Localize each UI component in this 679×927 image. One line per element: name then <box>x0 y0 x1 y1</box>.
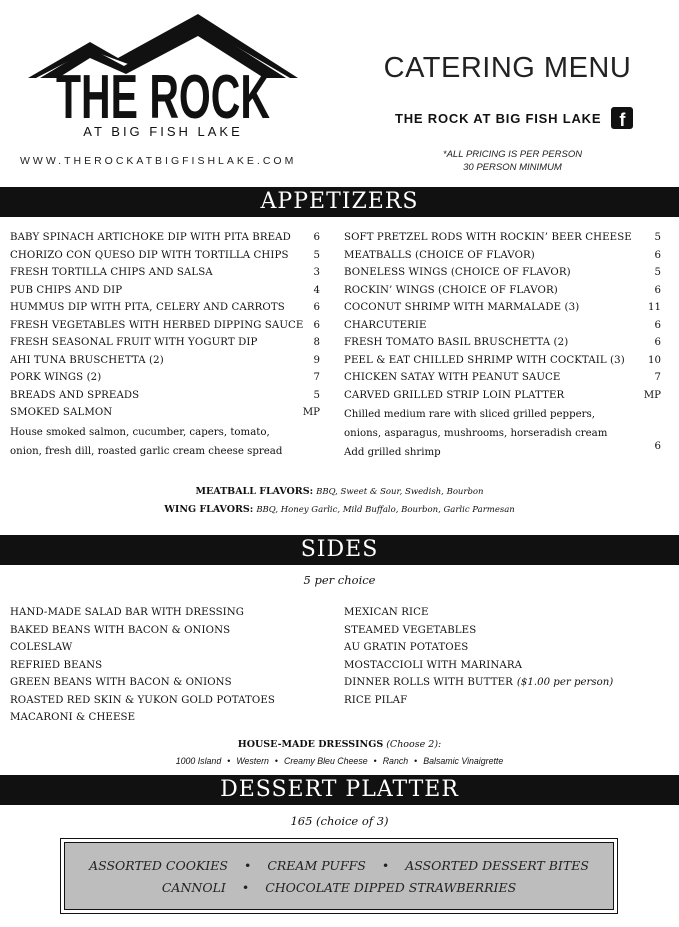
menu-item-row <box>344 229 661 247</box>
item-name: CHARCUTERIE <box>344 319 427 331</box>
menu-item-row <box>344 317 661 335</box>
item-name: RICE PILAF <box>344 694 408 706</box>
item-name: PUB CHIPS AND DIP <box>10 284 123 296</box>
item-name: GREEN BEANS WITH BACON & ONIONS <box>10 677 232 688</box>
item-price: 4 <box>313 284 320 296</box>
facebook-icon[interactable]: f <box>611 107 633 129</box>
menu-item-row <box>10 387 320 405</box>
the-rock-logo <box>28 12 298 142</box>
menu-item-row <box>344 369 661 387</box>
item-name: COCONUT SHRIMP WITH MARMALADE (3) <box>344 302 580 313</box>
item-name: CHORIZO CON QUESO DIP WITH TORTILLA CHIPS <box>10 249 289 261</box>
item-name: BAKED BEANS WITH BACON & ONIONS <box>10 624 231 636</box>
strip-loin-description: Chilled medium rare with sliced grilled peppers, onions, asparagus, mushrooms, horseradish cream Add grilled shrimp 6 <box>344 405 661 462</box>
add-shrimp-row <box>344 443 661 462</box>
venue-name: THE ROCK AT BIG FISH LAKE <box>395 110 602 126</box>
side-item-row <box>10 657 330 675</box>
menu-item-row <box>10 404 320 422</box>
item-name: SMOKED SALMON <box>10 407 113 418</box>
item-name: BABY SPINACH ARTICHOKE DIP WITH PITA BREAD <box>10 232 291 243</box>
item-name: CARVED GRILLED STRIP LOIN PLATTER <box>344 389 565 401</box>
menu-item-row <box>10 369 320 387</box>
item-name: HUMMUS DIP WITH PITA, CELERY AND CARROTS <box>10 302 285 313</box>
item-name: FRESH TORTILLA CHIPS AND SALSA <box>10 267 213 278</box>
dessert-options-box <box>60 838 618 914</box>
item-name: ROCKIN’ WINGS (CHOICE OF FLAVOR) <box>344 284 558 296</box>
appetizers-right-column <box>344 229 661 462</box>
item-price: 6 <box>654 249 661 261</box>
menu-item-row <box>10 282 320 300</box>
side-item-row <box>10 709 330 727</box>
item-price: 9 <box>313 354 320 366</box>
smoked-salmon-description: House smoked salmon, cucumber, capers, tomato, onion, fresh dill, roasted garlic cream cheese spread <box>10 426 283 457</box>
item-price: 6 <box>313 319 320 331</box>
separator-dot: • <box>414 756 418 766</box>
dessert-banner: DESSERT PLATTER <box>0 775 679 805</box>
dessert-options-panel <box>64 842 614 910</box>
rolls-price: ($1.00 per person) <box>516 677 614 688</box>
item-name: CHICKEN SATAY WITH PEANUT SAUCE <box>344 372 561 383</box>
dressings-list <box>0 756 679 766</box>
side-item-row <box>10 639 330 657</box>
website-url[interactable]: WWW.THEROCKATBIGFISHLAKE.COM <box>20 155 297 167</box>
logo-sub-text: AT BIG FISH LAKE <box>83 124 243 139</box>
pricing-note-per-person: *ALL PRICING IS PER PERSON <box>442 149 583 160</box>
item-name: HAND-MADE SALAD BAR WITH DRESSING <box>10 607 245 618</box>
pricing-note-minimum: 30 PERSON MINIMUM <box>463 162 562 173</box>
add-shrimp-price: 6 <box>654 441 661 452</box>
menu-item-row <box>344 334 661 352</box>
item-name: FRESH VEGETABLES WITH HERBED DIPPING SAUCE <box>10 319 304 331</box>
separator-dot: • <box>227 756 231 766</box>
menu-item-row <box>344 247 661 265</box>
item-name: MACARONI & CHEESE <box>10 712 136 723</box>
separator-dot: • <box>274 756 278 766</box>
item-name: REFRIED BEANS <box>10 659 103 671</box>
menu-title: CATERING MENU <box>383 52 632 84</box>
side-item-row <box>344 657 664 675</box>
item-price: 10 <box>648 354 661 366</box>
item-price: 6 <box>654 337 661 348</box>
dessert-line-1 <box>89 858 589 873</box>
item-price: 5 <box>654 232 661 243</box>
item-price: 8 <box>313 337 320 348</box>
side-item-row <box>344 692 664 710</box>
dressing-option: Balsamic Vinaigrette <box>423 756 504 766</box>
menu-item-row <box>10 352 320 370</box>
item-name: PORK WINGS (2) <box>10 372 102 383</box>
sides-right-column <box>344 604 664 709</box>
menu-item-row <box>10 317 320 335</box>
side-item-row <box>344 639 664 657</box>
item-price: 3 <box>313 267 320 278</box>
separator-dot: • <box>241 879 250 895</box>
item-name: COLESLAW <box>10 642 73 653</box>
item-name: ROASTED RED SKIN & YUKON GOLD POTATOES <box>10 694 276 706</box>
side-item-row <box>10 622 330 640</box>
item-price: MP <box>302 407 320 418</box>
item-price: 6 <box>654 319 661 331</box>
item-price: 5 <box>654 267 661 278</box>
item-name: FRESH SEASONAL FRUIT WITH YOGURT DIP <box>10 337 258 348</box>
menu-item-row <box>344 282 661 300</box>
menu-item-row <box>10 247 320 265</box>
item-name: SOFT PRETZEL RODS WITH ROCKIN’ BEER CHEESE <box>344 232 632 243</box>
venue-row <box>395 107 645 129</box>
menu-item-row <box>344 299 661 317</box>
dressing-option: 1000 Island <box>175 756 222 766</box>
item-price: 5 <box>313 389 320 401</box>
side-item-row <box>10 674 330 692</box>
flavor-notes <box>0 483 679 519</box>
item-name: MEXICAN RICE <box>344 607 429 618</box>
dressing-option: Creamy Bleu Cheese <box>284 756 368 766</box>
item-name: MOSTACCIOLI WITH MARINARA <box>344 659 523 671</box>
dessert-option: CHOCOLATE DIPPED STRAWBERRIES <box>265 879 517 895</box>
dessert-line-2 <box>162 880 516 895</box>
logo-main-text: THE ROCK <box>56 63 271 132</box>
menu-item-row <box>344 264 661 282</box>
side-item-row <box>10 604 330 622</box>
item-name: BREADS AND SPREADS <box>10 389 140 401</box>
item-name: BONELESS WINGS (CHOICE OF FLAVOR) <box>344 267 571 278</box>
dessert-option: ASSORTED DESSERT BITES <box>405 857 589 873</box>
item-price: 7 <box>313 372 320 383</box>
item-price: 6 <box>313 232 320 243</box>
separator-dot: • <box>373 756 377 766</box>
item-price: 11 <box>648 302 661 313</box>
item-price: 6 <box>313 302 320 313</box>
appetizers-left-column <box>10 229 320 461</box>
item-price: 5 <box>313 249 320 261</box>
wing-flavors: WING FLAVORS: BBQ, Honey Garlic, Mild Buffalo, Bourbon, Garlic Parmesan <box>164 504 515 515</box>
dressing-option: Western <box>236 756 269 766</box>
separator-dot: • <box>381 857 390 873</box>
sides-left-column <box>10 604 330 727</box>
separator-dot: • <box>243 857 252 873</box>
menu-item-row <box>10 299 320 317</box>
menu-item-row <box>344 387 661 405</box>
item-price: 7 <box>654 372 661 383</box>
pricing-note <box>400 148 625 174</box>
item-name: MEATBALLS (CHOICE OF FLAVOR) <box>344 249 535 261</box>
dessert-option: CREAM PUFFS <box>267 857 366 873</box>
menu-item-row <box>10 229 320 247</box>
meatball-flavors: MEATBALL FLAVORS: BBQ, Sweet & Sour, Swedish, Bourbon <box>195 486 484 497</box>
item-name: PEEL & EAT CHILLED SHRIMP WITH COCKTAIL (3) <box>344 354 625 366</box>
side-item-row <box>344 674 664 692</box>
side-item-row <box>344 622 664 640</box>
item-name: AHI TUNA BRUSCHETTA (2) <box>10 354 164 366</box>
sides-price-note: 5 per choice <box>303 573 376 587</box>
side-item-row <box>10 692 330 710</box>
item-price: MP <box>643 389 661 401</box>
sides-banner: SIDES <box>0 535 679 565</box>
menu-item-row <box>10 264 320 282</box>
dessert-option: ASSORTED COOKIES <box>89 857 228 873</box>
dessert-option: CANNOLI <box>161 879 226 895</box>
menu-item-row <box>10 334 320 352</box>
item-name: FRESH TOMATO BASIL BRUSCHETTA (2) <box>344 337 569 348</box>
item-name: DINNER ROLLS WITH BUTTER <box>344 677 513 688</box>
dressing-option: Ranch <box>382 756 409 766</box>
dessert-price-note: 165 (choice of 3) <box>290 814 389 828</box>
item-name: STEAMED VEGETABLES <box>344 624 477 636</box>
side-item-row <box>344 604 664 622</box>
appetizers-banner: APPETIZERS <box>0 187 679 217</box>
dressings-title: HOUSE-MADE DRESSINGS (Choose 2): <box>237 739 442 750</box>
item-name: AU GRATIN POTATOES <box>344 642 469 653</box>
menu-item-row <box>344 352 661 370</box>
item-price: 6 <box>654 284 661 296</box>
add-shrimp-label: Add grilled shrimp <box>344 447 441 458</box>
